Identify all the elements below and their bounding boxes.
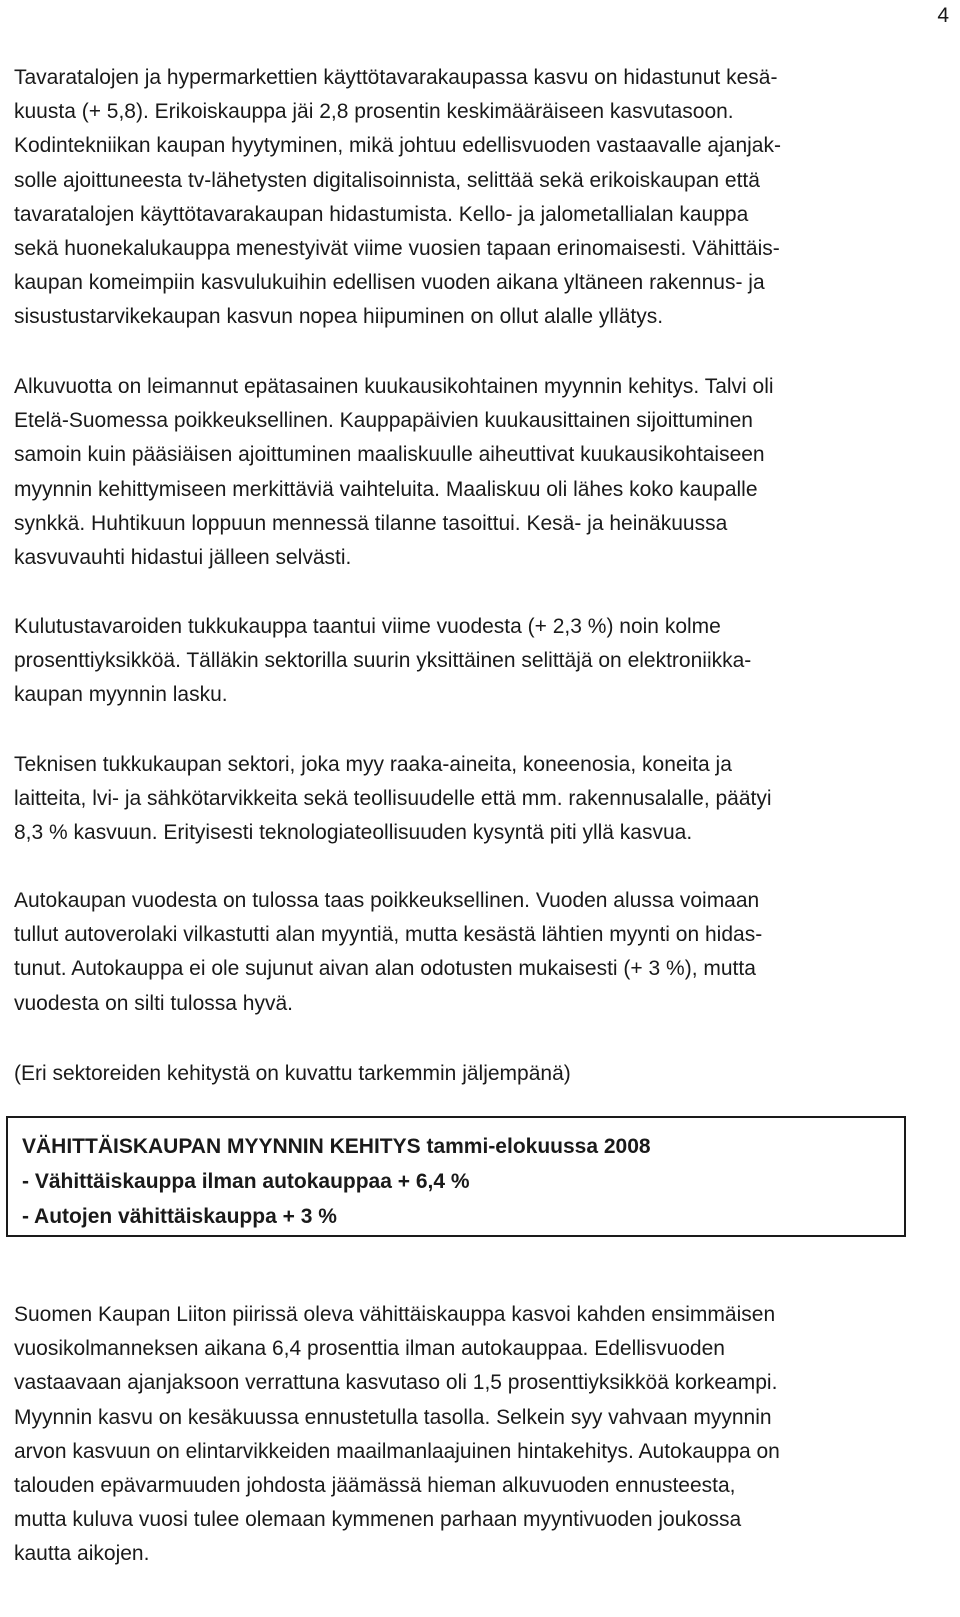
- text-line: Tavaratalojen ja hypermarkettien käyttötavarakaupassa kasvu on hidastunut kesä-: [14, 66, 778, 89]
- paragraph-reference-note: [14, 1057, 944, 1091]
- text-line: prosenttiyksikköä. Tälläkin sektorilla suurin yksittäinen selittäjä on elektroniikka-: [14, 649, 752, 673]
- page-number: 4: [937, 4, 949, 27]
- text-line: vuosikolmanneksen aikana 6,4 prosenttia ilman autokauppaa. Edellisvuoden: [14, 1337, 725, 1361]
- text-line: kuusta (+ 5,8). Erikoiskauppa jäi 2,8 prosentin keskimääräiseen kasvutasoon.: [14, 100, 734, 124]
- text-line: kaupan myynnin lasku.: [14, 683, 228, 707]
- summary-title: VÄHITTÄISKAUPAN MYYNNIN KEHITYS tammi-elokuussa 2008: [22, 1135, 651, 1158]
- text-line: tunut. Autokauppa ei ole sujunut aivan alan odotusten mukaisesti (+ 3 %), mutta: [14, 957, 756, 981]
- paragraph-car-trade: [14, 884, 944, 1021]
- text-line: vuodesta on silti tulossa hyvä.: [14, 991, 293, 1015]
- text-line: solle ajoittuneesta tv-lähetysten digitalisoinnista, selittää sekä erikoiskaupan että: [14, 168, 760, 192]
- text-line: tullut autoverolaki vilkastutti alan myyntiä, mutta kesästä lähtien myynti on hidas-: [14, 923, 763, 947]
- text-line: mutta kuluva vuosi tulee olemaan kymmenen parhaan myyntivuoden joukossa: [14, 1508, 742, 1532]
- retail-sales-summary-box: [6, 1116, 906, 1237]
- text-line: tavaratalojen käyttötavarakaupan hidastumista. Kello- ja jalometallialan kauppa: [14, 202, 749, 226]
- paragraph-technical-wholesale: [14, 748, 944, 851]
- text-line: myynnin kehittymiseen merkittäviä vaihteluita. Maaliskuu oli lähes koko kaupalle: [14, 477, 758, 501]
- text-line: kasvuvauhti hidastui jälleen selvästi.: [14, 546, 352, 570]
- paragraph-monthly-sales: [14, 370, 944, 575]
- text-line: Myynnin kasvu on kesäkuussa ennustetulla tasolla. Selkein syy vahvaan myynnin: [14, 1405, 772, 1429]
- text-line: sekä huonekalukauppa menestyivät viime vuosien tapaan erinomaisesti. Vähittäis-: [14, 237, 780, 261]
- summary-item: - Vähittäiskauppa ilman autokauppaa + 6,4 %: [22, 1170, 470, 1193]
- text-line: kautta aikojen.: [14, 1542, 150, 1566]
- text-line: Etelä-Suomessa poikkeuksellinen. Kauppapäivien kuukausittainen sijoittuminen: [14, 409, 753, 433]
- text-line: 8,3 % kasvuun. Erityisesti teknologiateollisuuden kysyntä piti yllä kasvua.: [14, 821, 693, 845]
- text-line: Teknisen tukkukaupan sektori, joka myy raaka-aineita, koneenosia, koneita ja: [14, 753, 732, 776]
- text-line: Suomen Kaupan Liiton piirissä oleva vähittäiskauppa kasvoi kahden ensimmäisen: [14, 1303, 776, 1326]
- text-line: vastaavaan ajanjaksoon verrattuna kasvutaso oli 1,5 prosenttiyksikköä korkeampi.: [14, 1371, 778, 1395]
- paragraph-specialty-retail: [14, 61, 944, 335]
- text-line: Kodintekniikan kaupan hyytyminen, mikä johtuu edellisvuoden vastaavalle ajanjak-: [14, 134, 781, 158]
- text-line: kaupan komeimpiin kasvulukuihin edellisen vuoden aikana yltäneen rakennus- ja: [14, 271, 765, 295]
- text-line: Kulutustavaroiden tukkukauppa taantui viime vuodesta (+ 2,3 %) noin kolme: [14, 615, 721, 638]
- text-line: sisustustarvikekaupan kasvun nopea hiipuminen on ollut alalle yllätys.: [14, 305, 664, 329]
- text-line: samoin kuin pääsiäisen ajoittuminen maaliskuulle aiheuttivat kuukausikohtaiseen: [14, 443, 765, 467]
- text-line: arvon kasvuun on elintarvikkeiden maailmanlaajuinen hintakehitys. Autokauppa on: [14, 1439, 780, 1463]
- text-line: (Eri sektoreiden kehitystä on kuvattu tarkemmin jäljempänä): [14, 1062, 571, 1085]
- text-line: synkkä. Huhtikuun loppuun mennessä tilanne tasoittui. Kesä- ja heinäkuussa: [14, 511, 728, 535]
- text-line: talouden epävarmuuden johdosta jäämässä hieman alkuvuoden ennusteesta,: [14, 1474, 736, 1498]
- paragraph-consumer-wholesale: [14, 610, 944, 713]
- text-line: Autokaupan vuodesta on tulossa taas poikkeuksellinen. Vuoden alussa voimaan: [14, 889, 760, 912]
- paragraph-federation-retail: [14, 1298, 944, 1572]
- text-line: Alkuvuotta on leimannut epätasainen kuukausikohtainen myynnin kehitys. Talvi oli: [14, 375, 774, 398]
- summary-item: - Autojen vähittäiskauppa + 3 %: [22, 1205, 337, 1228]
- text-line: laitteita, lvi- ja sähkötarvikkeita sekä teollisuudelle että mm. rakennusalalle, päätyi: [14, 787, 772, 811]
